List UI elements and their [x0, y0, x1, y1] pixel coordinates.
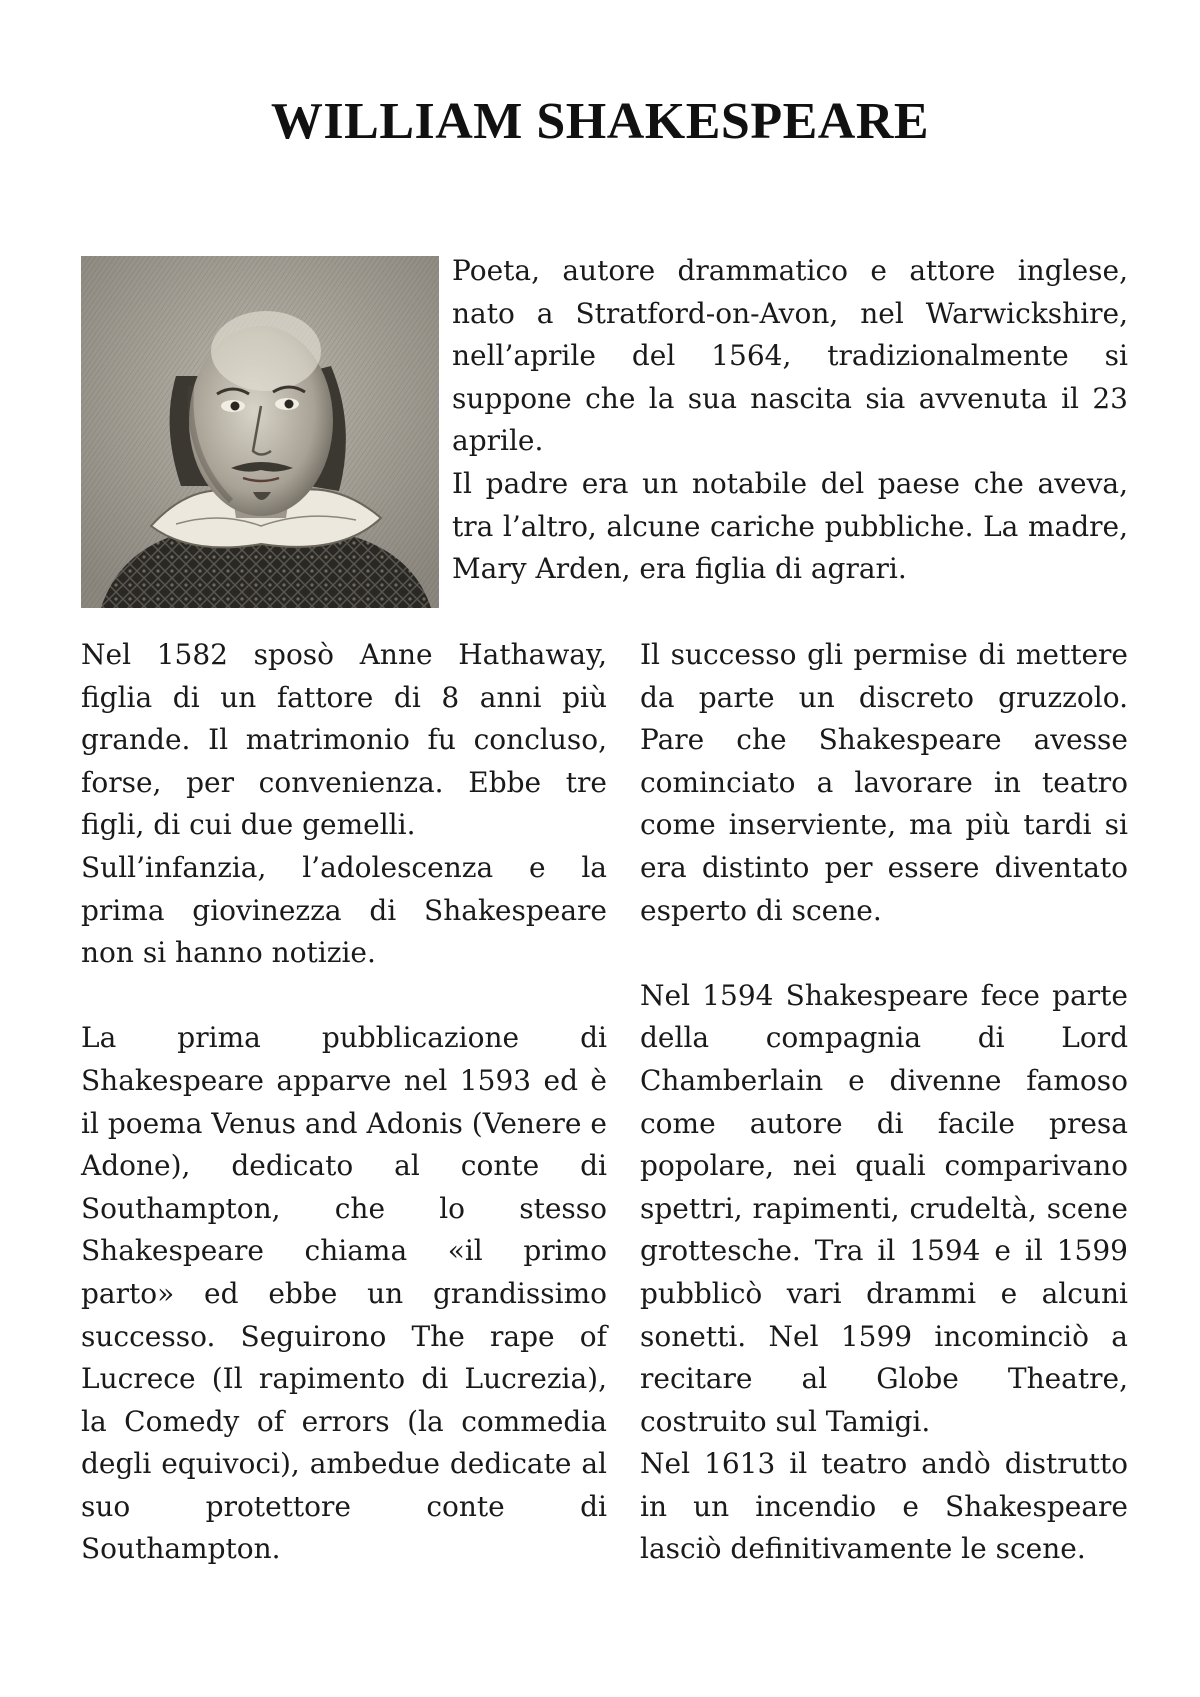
left-paragraph: Sull’infanzia, l’adolescenza e la prima giovinezza di Shakespeare non si hanno notizie.	[81, 850, 607, 970]
left-paragraph: Nel 1582 sposò Anne Hathaway, figlia di un fattore di 8 anni più grande. Il matrimonio fu concluso, forse, per convenienza. Ebbe tre figli, di cui due gemelli.	[81, 638, 607, 842]
right-paragraph: Nel 1594 Shakespeare fece parte della compagnia di Lord Chamberlain e divenne famoso come autore di facile presa popolare, nei quali comparivano spettri, rapimenti, crudeltà, scene grottesche. Tra il 1594 e il 1599 pubblicò vari drammi e alcuni sonetti. Nel 1599 incominciò a recitare al Globe Theatre, costruito sul Tamigi.	[640, 978, 1128, 1438]
right-paragraph: Nel 1613 il teatro andò distrutto in un incendio e Shakespeare lasciò definitivamente le scene.	[640, 1447, 1128, 1566]
left-column	[81, 634, 607, 1571]
shakespeare-portrait	[81, 256, 439, 608]
page-title: WILLIAM SHAKESPEARE	[270, 93, 930, 150]
right-paragraph: Il successo gli permise di mettere da parte un discreto gruzzolo. Pare che Shakespeare avesse cominciato a lavorare in teatro come inserviente, ma più tardi si era distinto per essere diventato esperto di scene.	[640, 638, 1128, 927]
right-column	[640, 634, 1128, 1571]
intro-paragraph: Il padre era un notabile del paese che aveva, tra l’altro, alcune cariche pubbliche. La madre, Mary Arden, era figlia di agrari.	[452, 466, 1128, 586]
left-paragraph: La prima pubblicazione di Shakespeare apparve nel 1593 ed è il poema Venus and Adonis (Venere e Adone), dedicato al conte di Southampton, che lo stesso Shakespeare chiama «il primo parto» ed ebbe un grandissimo successo. Seguirono The rape of Lucrece (Il rapimento di Lucrezia), la Comedy of errors (la commedia degli equivoci), ambedue dedicate al suo protettore conte di Southampton.	[81, 1021, 607, 1566]
intro-paragraph: Poeta, autore drammatico e attore inglese, nato a Stratford-on-Avon, nel Warwickshire, nell’aprile del 1564, tradizionalmente si suppone che la sua nascita sia avvenuta il 23 aprile.	[452, 254, 1128, 458]
intro-text	[452, 250, 1128, 591]
